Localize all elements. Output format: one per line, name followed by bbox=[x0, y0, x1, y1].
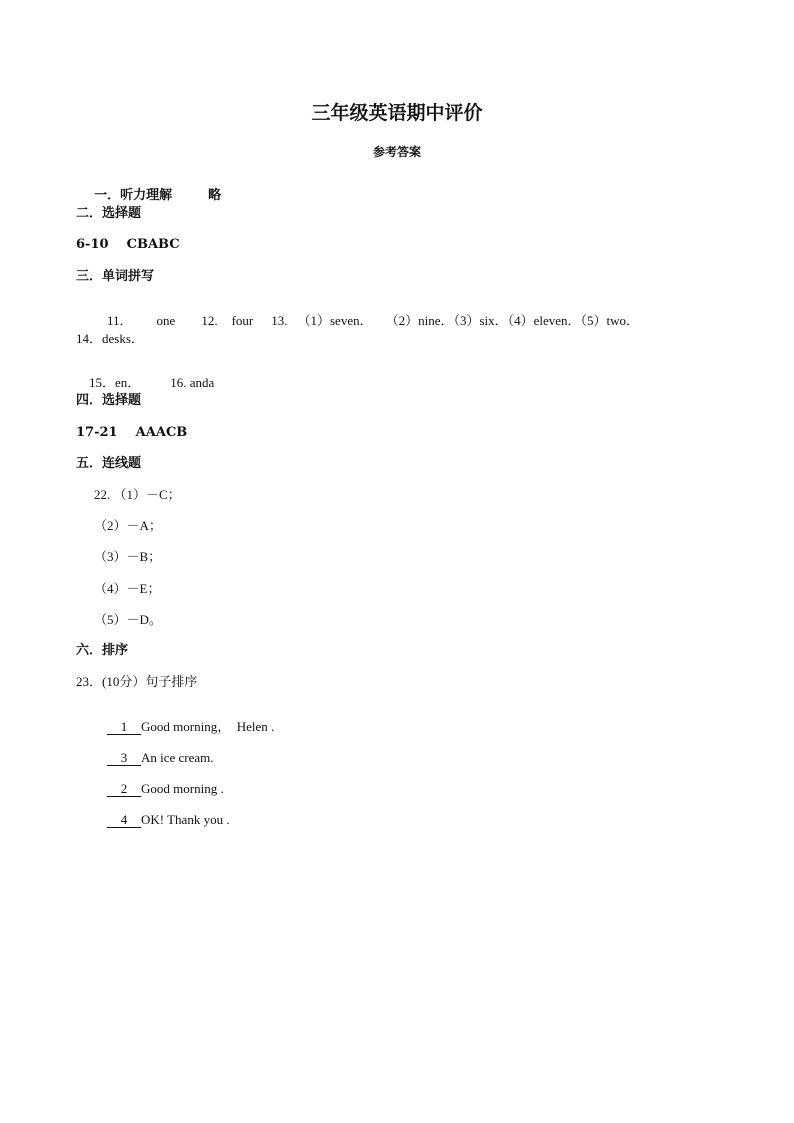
order-number: 3 bbox=[107, 751, 141, 766]
q11-answer: one bbox=[156, 313, 176, 328]
order-number: 4 bbox=[107, 813, 141, 828]
matching-item: （5）－D。 bbox=[94, 612, 162, 627]
section-3-row-1 bbox=[94, 301, 639, 340]
order-sentence: Good morning . bbox=[141, 781, 224, 796]
order-sentence: Good morning， Helen . bbox=[141, 719, 275, 734]
order-sentence: An ice cream. bbox=[141, 750, 214, 765]
page-title: 三年级英语期中评价 bbox=[311, 102, 483, 124]
q13-answer: （1）seven． （2）nine．（3）six．（4）eleven．（5）two． bbox=[297, 313, 640, 328]
q15-answer: 15．en． bbox=[89, 375, 141, 390]
page-subtitle: 参考答案 bbox=[372, 145, 421, 159]
q12-answer: four bbox=[231, 313, 254, 328]
matching-item: （4）－E； bbox=[94, 581, 161, 596]
q11-number: 11． bbox=[107, 313, 133, 328]
section-4-heading: 四．选择题 bbox=[76, 393, 142, 408]
section-1-label: 一．听力理解 bbox=[94, 188, 173, 203]
section-6-heading: 六．排序 bbox=[76, 643, 129, 658]
q13-number: 13. bbox=[271, 313, 288, 328]
ordering-item bbox=[94, 800, 230, 841]
order-number: 2 bbox=[107, 782, 141, 797]
section-5-heading: 五．连线题 bbox=[76, 456, 142, 471]
section-3-row-2: 14．desks． bbox=[76, 331, 144, 346]
matching-item: 22. （1）－C； bbox=[94, 487, 181, 502]
section-3-heading: 三．单词拼写 bbox=[76, 269, 155, 284]
matching-item: （3）－B； bbox=[94, 549, 162, 564]
order-number: 1 bbox=[107, 720, 141, 735]
matching-item: （2）－A； bbox=[94, 518, 162, 533]
section-2-answers: 6-10 CBABC bbox=[76, 237, 180, 252]
order-sentence: OK! Thank you . bbox=[141, 812, 230, 827]
ordering-question: 23．(10分）句子排序 bbox=[76, 674, 198, 689]
section-4-answers: 17-21 AAACB bbox=[76, 425, 188, 440]
q12-number: 12. bbox=[201, 313, 218, 328]
q16-answer: 16. anda bbox=[170, 375, 215, 390]
section-2-heading: 二．选择题 bbox=[76, 206, 142, 221]
section-1-note: 略 bbox=[208, 188, 222, 203]
